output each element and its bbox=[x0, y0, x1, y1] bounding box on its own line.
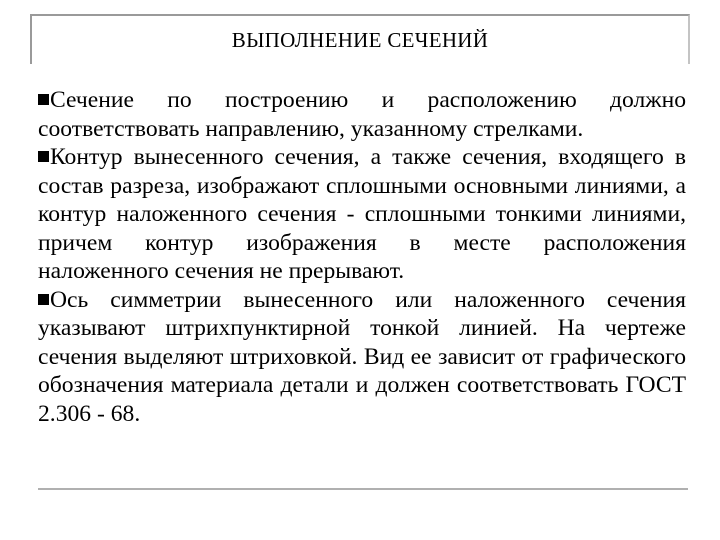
paragraph-1 bbox=[38, 86, 686, 143]
paragraph-3 bbox=[38, 286, 686, 429]
paragraph-2 bbox=[38, 143, 686, 286]
slide-title: ВЫПОЛНЕНИЕ СЕЧЕНИЙ bbox=[231, 28, 489, 52]
square-bullet-icon bbox=[38, 94, 49, 105]
paragraph-1-text: Сечение по построению и расположению должно соответствовать направлению, указанному стрелками. bbox=[38, 87, 686, 142]
slide-body bbox=[38, 86, 686, 428]
paragraph-2-text: Контур вынесенного сечения, а также сечения, входящего в состав разреза, изображают сплошными основными линиями, а контур наложенного сечения - сплошными тонкими линиями, причем контур изображения в месте расположения наложенного сечения не прерывают. bbox=[38, 144, 686, 284]
paragraph-3-text: Ось симметрии вынесенного или наложенного сечения указывают штрихпунктирной тонкой линией. На чертеже сечения выделяют штриховкой. Вид ее зависит от графического обозначения материала детали и должен соответствовать ГОСТ 2.306 - 68. bbox=[38, 286, 686, 427]
bottom-divider bbox=[38, 488, 688, 490]
square-bullet-icon bbox=[38, 294, 49, 305]
square-bullet-icon bbox=[38, 151, 49, 162]
